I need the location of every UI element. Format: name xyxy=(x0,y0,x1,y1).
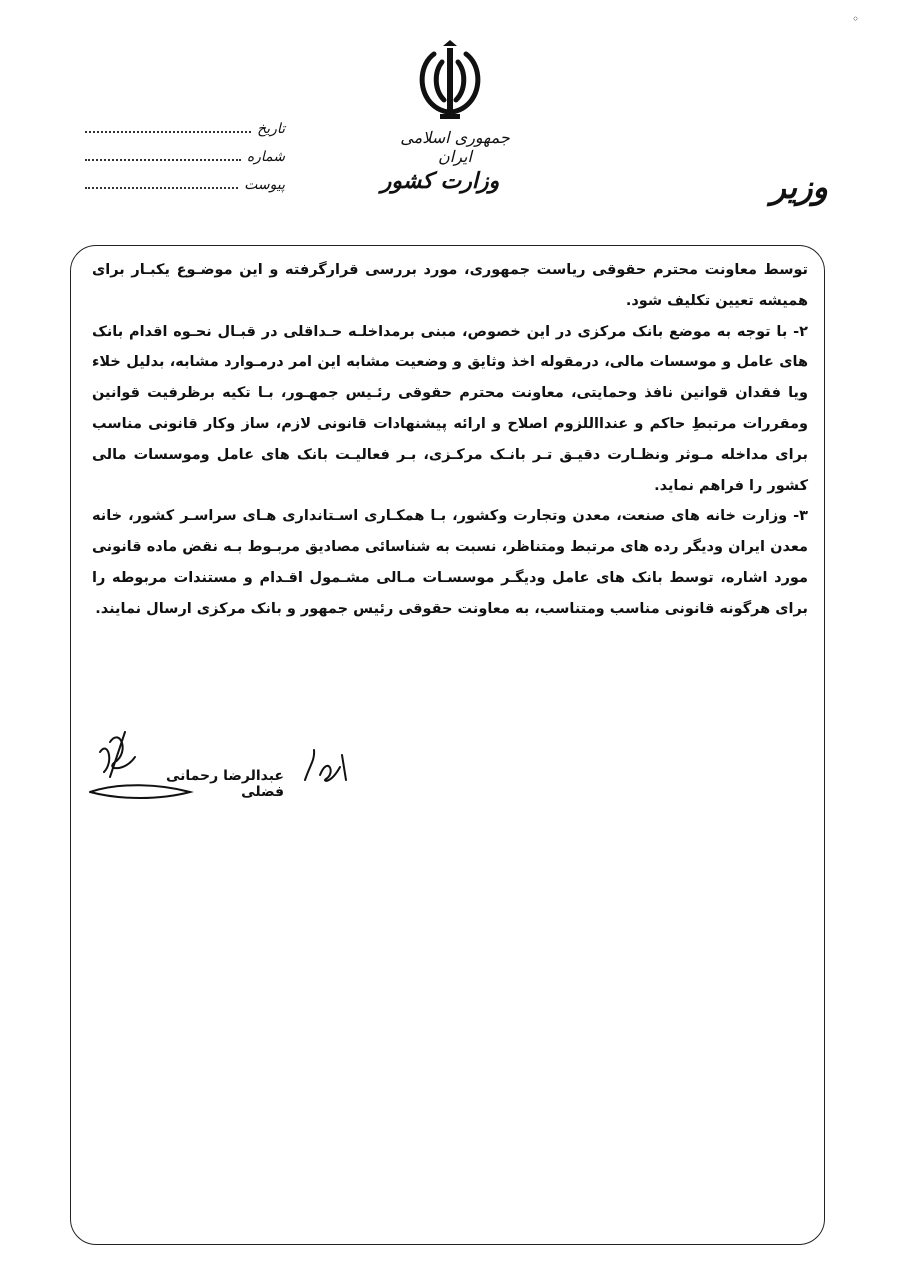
paragraph: ۳- وزارت خانه های صنعت، معدن وتجارت وکشور، بـا همکـاری اسـتانداری هـای سراسـر کشور، خانه معدن ایران ودیگر رده های مرتبط ومتناظر، نسبت به شناسائی مصادیق مربـوط بـه نقض ماده قانونی مورد اشاره، توسط بانک های عامل ودیگـر موسسـات مـالی مشـمول اقـدام و مستندات مربوطه را برای هرگونه قانونی مناسب ومتناسب، به معاونت حقوقی رئیس جمهور و بانک مرکزی ارسال نمایند. xyxy=(92,508,808,617)
country-title: جمهوری اسلامی ایران xyxy=(400,128,510,166)
number-label: شماره xyxy=(246,149,285,165)
minister-title: وزیر xyxy=(770,168,828,206)
paragraph: توسط معاونت محترم حقوقی ریاست جمهوری، مورد بررسی قرارگرفته و این موضـوع یکبـار برای همیشه تعیین تکلیف شود. xyxy=(92,262,808,309)
paragraph: ۲- با توجه به موضع بانک مرکزی در این خصوص، مبنی برمداخلـه حـداقلی در قبـال نحـوه اقدام بانک های عامل و موسسات مالی، درمقوله اخذ وثایق و وضعیت مشابه این امر درمـوارد مشابه، بدلیل خلاء ویا فقدان قوانین نافذ وحمایتی، معاونت محترم حقوقی رئـیس جمهـور، بـا تکیه برظرفیت قوانین ومقررات مرتبطِ حاکم و عندااللزوم اصلاح و ارائه پیشنهادات قانونی لازم، ساز وکار قانونی مناسب برای مداخله مـوثر ونظـارت دقیـق تـر بانـک مرکـزی، بـر فعالیـت بانک های عامل وموسسات مالی کشور را فراهم نماید. xyxy=(92,323,808,494)
signatory-name: عبدالرضا رحمانی فضلی xyxy=(165,768,284,800)
attachment-label: پیوست xyxy=(244,177,285,193)
initials-scribble xyxy=(300,745,350,790)
letter-body xyxy=(92,255,808,625)
number-line xyxy=(85,158,241,161)
number-field xyxy=(85,143,285,165)
date-field xyxy=(85,115,285,137)
ministry-title: وزارت کشور xyxy=(380,168,500,194)
date-label: تاریخ xyxy=(257,121,285,137)
date-line xyxy=(85,130,251,133)
corner-mark: ◦ xyxy=(852,12,860,26)
iran-emblem-icon xyxy=(410,40,490,125)
attachment-line xyxy=(85,186,238,189)
attachment-field xyxy=(85,171,285,193)
